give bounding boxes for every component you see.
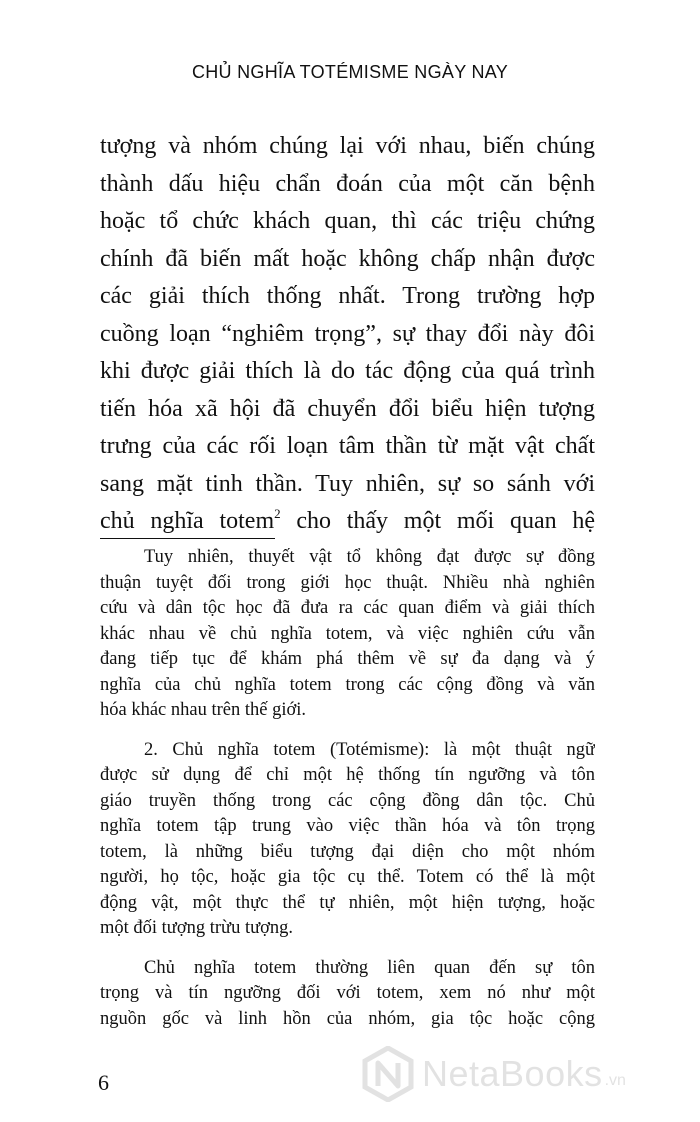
footnote-separator-rule <box>100 538 275 539</box>
watermark-tld: .vn <box>604 1072 626 1089</box>
netabooks-logo-icon <box>360 1046 416 1102</box>
text-line: hoặc tổ chức khách quan, thì các triệu chứng <box>100 208 595 234</box>
text-fragment: cho thấy một mối quan hệ <box>280 508 595 534</box>
footnote-line: 2. Chủ nghĩa totem (Totémisme): là một thuật ngữ <box>144 739 595 760</box>
text-line: thành dấu hiệu chẩn đoán của một căn bệnh <box>100 170 595 197</box>
footnote-line: cứu và dân tộc học đã đưa ra các quan điểm và giải thích <box>100 598 595 618</box>
running-head: CHỦ NGHĨA TOTÉMISME NGÀY NAY <box>191 62 509 82</box>
footnote-line: nguồn gốc và linh hồn của nhóm, gia tộc hoặc cộng <box>100 1008 595 1029</box>
footnote-line: hóa khác nhau trên thế giới. <box>100 700 307 720</box>
footnote-line: trọng và tín ngưỡng đối với totem, xem nó như một <box>100 983 595 1003</box>
footnotes <box>100 545 595 1046</box>
footnote-line: một đối tượng trừu tượng. <box>100 918 294 938</box>
footnote-line: động vật, một thực thể tự nhiên, một hiện tượng, hoặc <box>100 892 595 913</box>
text-line: tiến hóa xã hội đã chuyển đổi biểu hiện tượng <box>100 395 595 422</box>
footnote-line: totem, là những biểu tượng đại diện cho một nhóm <box>100 841 595 862</box>
watermark-text: NetaBooks <box>422 1053 603 1094</box>
footnote-line: đang tiếp tục để khám phá thêm về sự đa dạng và ý <box>100 649 595 669</box>
text-line: khi được giải thích là do tác động của quá trình <box>100 358 595 384</box>
text-fragment: chủ nghĩa totem <box>100 508 275 534</box>
watermark <box>360 1046 626 1102</box>
footnote-line: Tuy nhiên, thuyết vật tổ không đạt được sự đồng <box>144 547 595 567</box>
footnote-line: khác nhau về chủ nghĩa totem, và việc nghiên cứu vẫn <box>100 623 595 644</box>
footnote-line: được sử dụng để chỉ một hệ thống tín ngưỡng và tôn <box>100 765 595 785</box>
footnote-paragraph <box>100 738 595 942</box>
page-number: 6 <box>98 1070 109 1095</box>
text-line: chính đã biến mất hoặc không chấp nhận được <box>100 245 595 272</box>
footnote-line: Chủ nghĩa totem thường liên quan đến sự tôn <box>144 957 595 978</box>
text-line: trưng của các rối loạn tâm thần từ mặt vật chất <box>100 433 595 459</box>
footnote-paragraph <box>100 956 595 1033</box>
footnote-line: giáo truyền thống trong các cộng đồng dân tộc. Chủ <box>100 790 595 811</box>
text-line: các giải thích thống nhất. Trong trường hợp <box>100 283 595 309</box>
footnote-line: nghĩa totem tập trung vào việc thần hóa và tôn trọng <box>100 816 595 836</box>
footnote-line: thuận tuyệt đối trong giới học thuật. Nhiều nhà nghiên <box>100 572 595 593</box>
text-line: tượng và nhóm chúng lại với nhau, biến chúng <box>100 133 595 159</box>
text-line-with-footnote-ref <box>100 503 595 541</box>
footnote-paragraph <box>100 545 595 724</box>
footnote-reference: 2 <box>274 506 281 521</box>
footnote-line: người, họ tộc, hoặc gia tộc cụ thể. Totem có thể là một <box>100 867 595 887</box>
main-text <box>100 128 595 541</box>
text-line: sang mặt tinh thần. Tuy nhiên, sự so sánh với <box>100 470 595 497</box>
text-line: cuồng loạn “nghiêm trọng”, sự thay đổi này đôi <box>100 320 595 347</box>
footnote-line: nghĩa của chủ nghĩa totem trong các cộng đồng và văn <box>100 674 595 695</box>
